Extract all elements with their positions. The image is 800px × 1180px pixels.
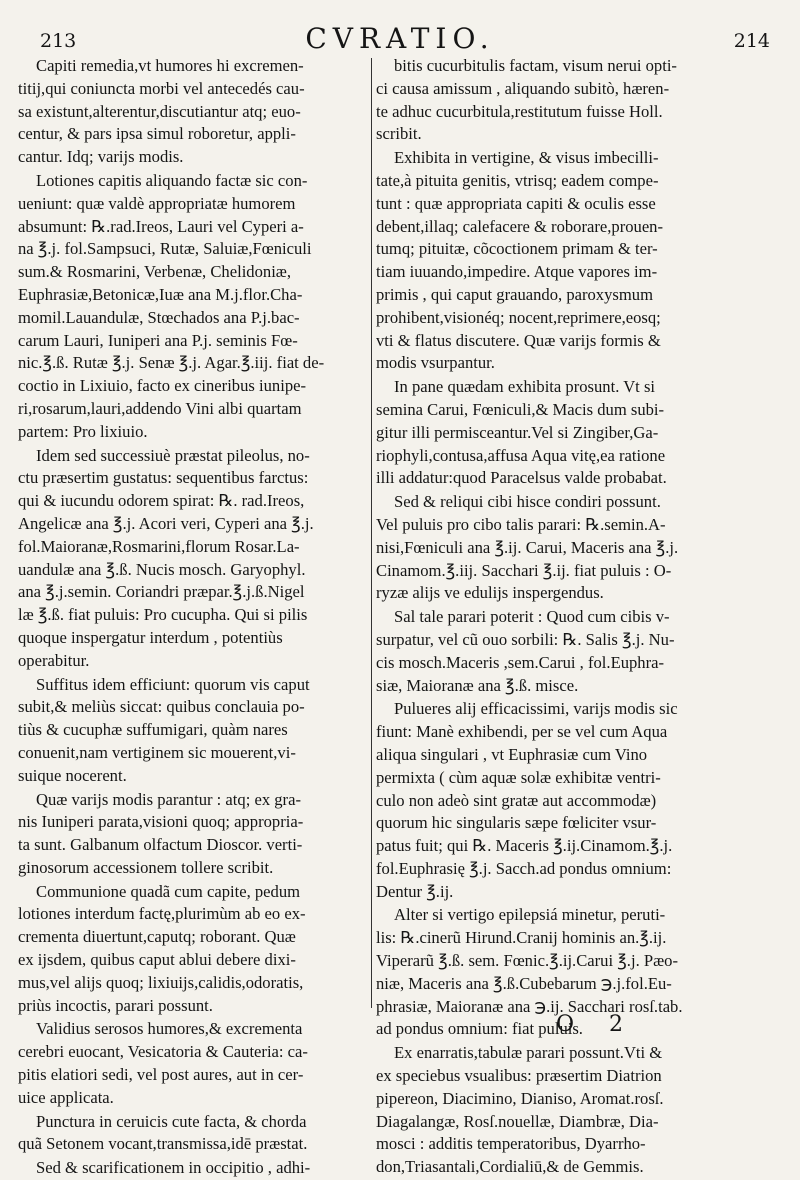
text-line: nisi,Fœniculi ana ℥.ij. Carui, Maceris ana ℥.j.: [376, 537, 679, 557]
text-line: ex ijsdem, quibus caput ablui debere dixi-: [18, 950, 296, 970]
text-line: crementa diuertunt,caputq; roborant. Quæ: [18, 927, 296, 947]
paragraph: [18, 1111, 366, 1157]
column-divider: [371, 58, 372, 1008]
text-line: lotiones interdum factę,plurimùm ab eo ex-: [18, 904, 306, 924]
text-line: bitis cucurbitulis factam, visum nerui opti-: [394, 56, 677, 75]
text-line: cis mosch.Maceris ,sem.Carui , fol.Euphra-: [376, 652, 665, 672]
text-line: Euphrasiæ,Betonicæ,Iuæ ana M.j.flor.Cha-: [18, 284, 303, 304]
text-line: ta sunt. Galbanum olfactum Dioscor. verti-: [18, 835, 303, 855]
left-column: [18, 55, 366, 1180]
text-line: Angelicæ ana ℥.j. Acori veri, Cyperi ana ℥.j.: [18, 513, 314, 533]
text-line: illi addatur:quod Paracelsus valde probabat.: [376, 468, 667, 488]
text-line: mus,vel alijs quoq; lixiuijs,calidis,odoratis,: [18, 972, 304, 992]
text-line: tunt : quæ appropriata capiti & oculis esse: [376, 193, 656, 213]
paragraph: [376, 1042, 768, 1179]
text-line: cerebri euocant, Vesicatoria & Cauteria: ca-: [18, 1042, 308, 1062]
text-line: patus fuit; qui ℞. Maceris ℥.ij.Cinamom.℥.j.: [376, 836, 673, 856]
paragraph: [376, 698, 768, 903]
signature-mark: O 2: [556, 1012, 638, 1037]
text-line: Pulueres alij efficacissimi, varijs modis sic: [394, 699, 678, 719]
paragraph: [18, 881, 366, 1018]
text-line: Ex enarratis,tabulæ parari possunt.Vti &: [394, 1043, 663, 1063]
text-line: ginosorum accessionem tollere scribit.: [18, 857, 274, 877]
paragraph: [376, 55, 768, 146]
text-line: semina Carui, Fœniculi,& Macis dum subi-: [376, 399, 665, 419]
text-line: Sed & scarificationem in occipitio , adhi-: [36, 1158, 311, 1178]
text-line: mosci : additis temperatoribus, Dyarrho-: [376, 1134, 646, 1154]
paragraph: [18, 674, 366, 788]
text-line: culo non adeò sint gratæ aut accommodæ): [376, 790, 657, 810]
text-line: permixta ( cùm aquæ solæ exhibitæ ventri-: [376, 767, 661, 787]
text-line: quoque inspergatur interdum , potentiùs: [18, 627, 283, 647]
text-line: ci causa amissum , aliquando subitò, hæren-: [376, 78, 670, 98]
text-line: sum.& Rosmarini, Verbenæ, Chelidoniæ,: [18, 262, 292, 282]
text-line: Idem sed successiuè præstat pileolus, no-: [36, 445, 310, 465]
text-line: nic.℥.ß. Rutæ ℥.j. Senæ ℥.j. Agar.℥.iij. fiat de-: [18, 353, 325, 373]
text-line: In pane quædam exhibita prosunt. Vt si: [394, 377, 656, 397]
paragraph: [18, 55, 366, 169]
page-header: [0, 16, 800, 56]
paragraph: [18, 1018, 366, 1109]
paragraph: [18, 789, 366, 880]
text-line: na ℥.j. fol.Sampsuci, Rutæ, Saluiæ,Fœniculi: [18, 239, 312, 259]
paragraph: [376, 491, 768, 605]
text-line: prohibent,visionéq; nocent,reprimere,eosq;: [376, 307, 661, 327]
text-line: Cinamom.℥.iij. Sacchari ℥.ij. fiat puluis : O-: [376, 560, 672, 580]
paragraph: [376, 606, 768, 697]
text-line: Punctura in ceruicis cute facta, & chorda: [36, 1111, 307, 1131]
right-column: [376, 55, 768, 1179]
text-line: Validius serosos humores,& excrementa: [36, 1019, 303, 1039]
text-line: Exhibita in vertigine, & visus imbecilli-: [394, 148, 659, 168]
text-line: Viperarũ ℥.ß. sem. Fœnic.℥.ij.Carui ℥.j. Pæo-: [376, 951, 678, 971]
text-line: ri,rosarum,lauri,addendo Vini albi quartam: [18, 398, 302, 418]
page-number-left: 213: [40, 30, 77, 52]
text-line: surpatur, vel cũ ouo sorbili: ℞. Salis ℥.j. Nu-: [376, 629, 675, 649]
text-line: centur, & pars ipsa simul roboretur, appli-: [18, 124, 296, 144]
text-line: sa existunt,alterentur,discutiantur atq; euo-: [18, 101, 301, 121]
text-line: ryzæ alijs ve edulijs inspergendus.: [376, 583, 604, 603]
text-line: uice applicata.: [18, 1087, 114, 1107]
text-line: fiunt: Manè exhibendi, per se vel cum Aqua: [376, 722, 668, 742]
text-line: titij,qui coniuncta morbi vel antecedés cau-: [18, 78, 305, 98]
text-line: pitis elatiori sedi, vel post aures, aut in cer-: [18, 1065, 304, 1085]
text-line: operabitur.: [18, 650, 90, 670]
paragraph: [18, 170, 366, 444]
text-line: partem: Pro lixiuio.: [18, 421, 148, 441]
text-line: modis vsurpantur.: [376, 353, 495, 373]
text-line: fol.Euphrasię ℥.j. Sacch.ad pondus omnium:: [376, 858, 672, 878]
text-line: fol.Maioranæ,Rosmarini,florum Rosar.La-: [18, 536, 300, 556]
text-line: Suffitus idem efficiunt: quorum vis caput: [36, 674, 310, 694]
text-line: Communione quadã cum capite, pedum: [36, 881, 301, 901]
paragraph: [376, 147, 768, 375]
text-line: Diagalangæ, Rosſ.nouellæ, Diambræ, Dia-: [376, 1111, 659, 1131]
text-line: læ ℥.ß. fiat puluis: Pro cucupha. Qui si pilis: [18, 605, 308, 625]
text-line: niæ, Maceris ana ℥.ß.Cubebarum ℈.j.fol.Eu-: [376, 973, 672, 993]
text-line: ueniunt: quæ valdè appropriatæ humorem: [18, 193, 296, 213]
text-line: te adhuc cucurbitula,restitutum fuisse Holl.: [376, 101, 663, 121]
text-line: riophyli,contusa,affusa Aqua vitę,ea ratione: [376, 445, 666, 465]
text-line: Sal tale parari poterit : Quod cum cibis v-: [394, 607, 670, 627]
text-line: subit,& meliùs siccat: quibus conclauia po-: [18, 697, 305, 717]
text-line: pipereon, Diacimino, Dianiso, Aromat.rosſ.: [376, 1088, 664, 1108]
text-line: lis: ℞.cinerũ Hirund.Cranij hominis an.℥.ij.: [376, 928, 667, 948]
text-line: debent,illaq; calefacere & roborare,prouen-: [376, 216, 664, 236]
text-line: priùs incoctis, parari possunt.: [18, 995, 213, 1015]
text-line: Alter si vertigo epilepsiá minetur, peruti-: [394, 905, 666, 925]
text-line: nis Iuniperi parata,visioni quoq; appropria-: [18, 812, 304, 832]
text-line: absumunt: ℞.rad.Ireos, Lauri vel Cyperi a-: [18, 216, 304, 236]
page-number-right: 214: [733, 30, 770, 52]
text-line: quã Setonem vocant,transmissa,idē præstat.: [18, 1134, 308, 1154]
paragraph: [18, 1157, 366, 1180]
text-line: phrasiæ, Maioranæ ana ℈.ij. Sacchari rosſ.tab.: [376, 996, 683, 1016]
text-line: Vel puluis pro cibo talis parari: ℞.semin.A-: [376, 514, 666, 534]
text-line: Quæ varijs modis parantur : atq; ex gra-: [36, 789, 301, 809]
text-line: gitur illi permisceantur.Vel si Zingiber,Ga-: [376, 422, 659, 442]
text-line: qui & iucundu odorem spirat: ℞. rad.Ireos,: [18, 491, 305, 511]
text-line: primis , qui caput grauando, paroxysmum: [376, 284, 653, 304]
text-line: Dentur ℥.ij.: [376, 881, 454, 901]
text-line: Sed & reliqui cibi hisce condiri possunt.: [394, 492, 661, 512]
text-line: ana ℥.j.semin. Coriandri præpar.℥.j.ß.Nigel: [18, 582, 305, 602]
text-line: ex speciebus vsualibus: præsertim Diatrion: [376, 1066, 662, 1086]
text-line: scribit.: [376, 124, 422, 144]
text-line: ctu præsertim gustatus: sequentibus farctus:: [18, 468, 309, 488]
text-line: tumq; pituitæ, cõcoctionem primam & ter-: [376, 239, 658, 259]
text-line: aliqua singulari , vt Euphrasiæ cum Vino: [376, 744, 648, 764]
text-line: carum Lauri, Iuniperi ana P.j. seminis Fœ-: [18, 330, 298, 350]
text-line: tate,à pituita genitis, vtrisq; eadem compe-: [376, 170, 659, 190]
text-line: Lotiones capitis aliquando factæ sic con-: [36, 170, 308, 190]
text-line: siæ, Maioranæ ana ℥.ß. misce.: [376, 675, 579, 695]
text-line: tiùs & cucuphæ suffumigari, quàm nares: [18, 720, 288, 740]
text-line: coctio in Lixiuio, facto ex cineribus iunipe-: [18, 376, 307, 396]
text-line: suique nocerent.: [18, 765, 127, 785]
paragraph: [376, 376, 768, 490]
text-line: Capiti remedia,vt humores hi excremen-: [36, 56, 304, 75]
text-line: quorum hic singularis sæpe fœliciter vsur-: [376, 813, 657, 833]
text-line: conuenit,nam vertiginem sic mouerent,vi-: [18, 742, 296, 762]
text-line: tiam iuuando,impedire. Atque vapores im-: [376, 262, 658, 282]
text-line: vti & flatus discutere. Quæ varijs formis &: [376, 330, 661, 350]
text-line: ad pondus omnium: fiat puluis.: [376, 1019, 583, 1039]
text-line: momil.Lauandulæ, Stœchados ana P.j.bac-: [18, 307, 300, 327]
paragraph: [18, 445, 366, 673]
text-line: don,Triasantali,Cordialiū,& de Gemmis.: [376, 1157, 644, 1177]
running-title: CVRATIO.: [305, 22, 495, 55]
text-line: uandulæ ana ℥.ß. Nucis mosch. Garyophyl.: [18, 559, 306, 579]
text-line: cantur. Idq; varijs modis.: [18, 147, 184, 167]
